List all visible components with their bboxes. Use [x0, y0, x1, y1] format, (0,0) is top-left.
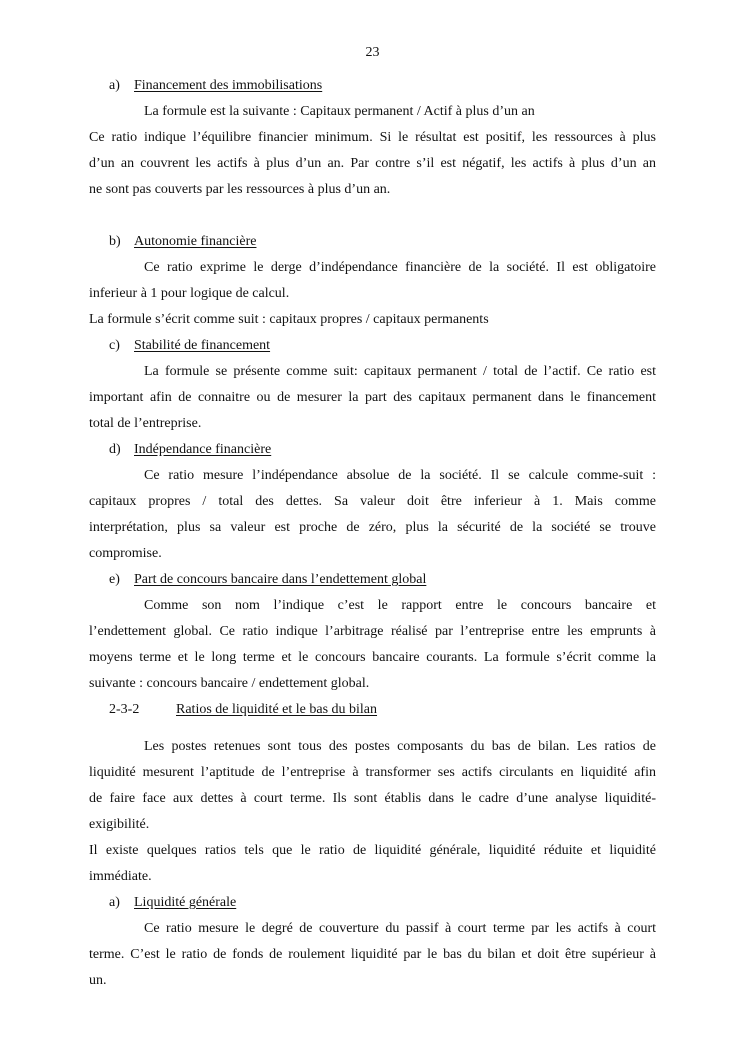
subheading-label: a) [109, 895, 120, 910]
section-title: Ratios de liquidité et le bas du bilan [176, 702, 378, 717]
text-line: Ce ratio indique l’équilibre financier minimum. Si le résultat est positif, les ressources à plus [89, 130, 656, 145]
text-line: de faire face aux dettes à court terme. Ils sont établis dans le cadre d’une analyse liquidité- [89, 791, 656, 806]
subheading [109, 437, 656, 463]
text-line: d’un an couvrent les actifs à plus d’un an. Par contre s’il est négatif, les actifs à plus d’un an [89, 156, 656, 171]
text-line: terme. C’est le ratio de fonds de roulement liquidité par le bas du bilan et doit être supérieur à [89, 947, 656, 962]
subheading-title: Autonomie financière [134, 234, 257, 249]
section-number: 2-3-2 [109, 702, 140, 717]
subheading-title: Liquidité générale [134, 895, 237, 910]
text-line: La formule se présente comme suit: capitaux permanent / total de l’actif. Ce ratio est [144, 364, 656, 379]
text-line: ne sont pas couverts par les ressources à plus d’un an. [89, 182, 391, 197]
subheading-title: Financement des immobilisations [134, 78, 323, 93]
text-line: suivante : concours bancaire / endettement global. [89, 676, 370, 691]
text-line: Comme son nom l’indique c’est le rapport entre le concours bancaire et [144, 598, 656, 613]
subheading [109, 890, 656, 916]
subheading-label: b) [109, 234, 121, 249]
text-line: La formule est la suivante : Capitaux permanent / Actif à plus d’un an [144, 104, 535, 119]
subheading [109, 567, 656, 593]
text-line: liquidité mesurent l’aptitude de l’entreprise à transformer ses actifs circulants en liquidité afin [89, 765, 656, 780]
text-line: moyens terme et le long terme et le concours bancaire courants. La formule s’écrit comme la [89, 650, 656, 665]
text-line: Les postes retenues sont tous des postes composants du bas de bilan. Les ratios de [144, 739, 656, 754]
page-number: 23 [365, 45, 380, 60]
text-line: Il existe quelques ratios tels que le ratio de liquidité générale, liquidité réduite et liquidité [89, 843, 656, 858]
text-line: immédiate. [89, 869, 152, 884]
subheading-title: Stabilité de financement [134, 338, 271, 353]
subheading-title: Part de concours bancaire dans l’endettement global [134, 572, 427, 587]
text-line: un. [89, 973, 107, 988]
text-line: Ce ratio exprime le derge d’indépendance financière de la société. Il est obligatoire [144, 260, 656, 275]
subheading [109, 333, 656, 359]
subheading-label: d) [109, 442, 121, 457]
text-line: exigibilité. [89, 817, 150, 832]
subheading-label: e) [109, 572, 120, 587]
text-line: capitaux propres / total des dettes. Sa valeur doit être inferieur à 1. Mais comme [89, 494, 656, 509]
subheading [109, 229, 656, 255]
text-line: total de l’entreprise. [89, 416, 202, 431]
subheading-title: Indépendance financière [134, 442, 272, 457]
subheading-label: a) [109, 78, 120, 93]
text-line: l’endettement global. Ce ratio indique l’arbitrage réalisé par l’entreprise entre les emprunts à [89, 624, 656, 639]
subheading-label: c) [109, 338, 120, 353]
text-line: Ce ratio mesure l’indépendance absolue de la société. Il se calcule comme-suit : [144, 468, 656, 483]
text-line: important afin de connaitre ou de mesurer la part des capitaux permanent dans le financement [89, 390, 656, 405]
text-line: inferieur à 1 pour logique de calcul. [89, 286, 290, 301]
text-line: interprétation, plus sa valeur est proche de zéro, plus la sécurité de la société se trouve [89, 520, 656, 535]
text-line: Ce ratio mesure le degré de couverture du passif à court terme par les actifs à court [144, 921, 656, 936]
text-line: compromise. [89, 546, 162, 561]
section-heading [109, 697, 676, 723]
subheading [109, 73, 656, 99]
text-line: La formule s’écrit comme suit : capitaux propres / capitaux permanents [89, 312, 489, 327]
